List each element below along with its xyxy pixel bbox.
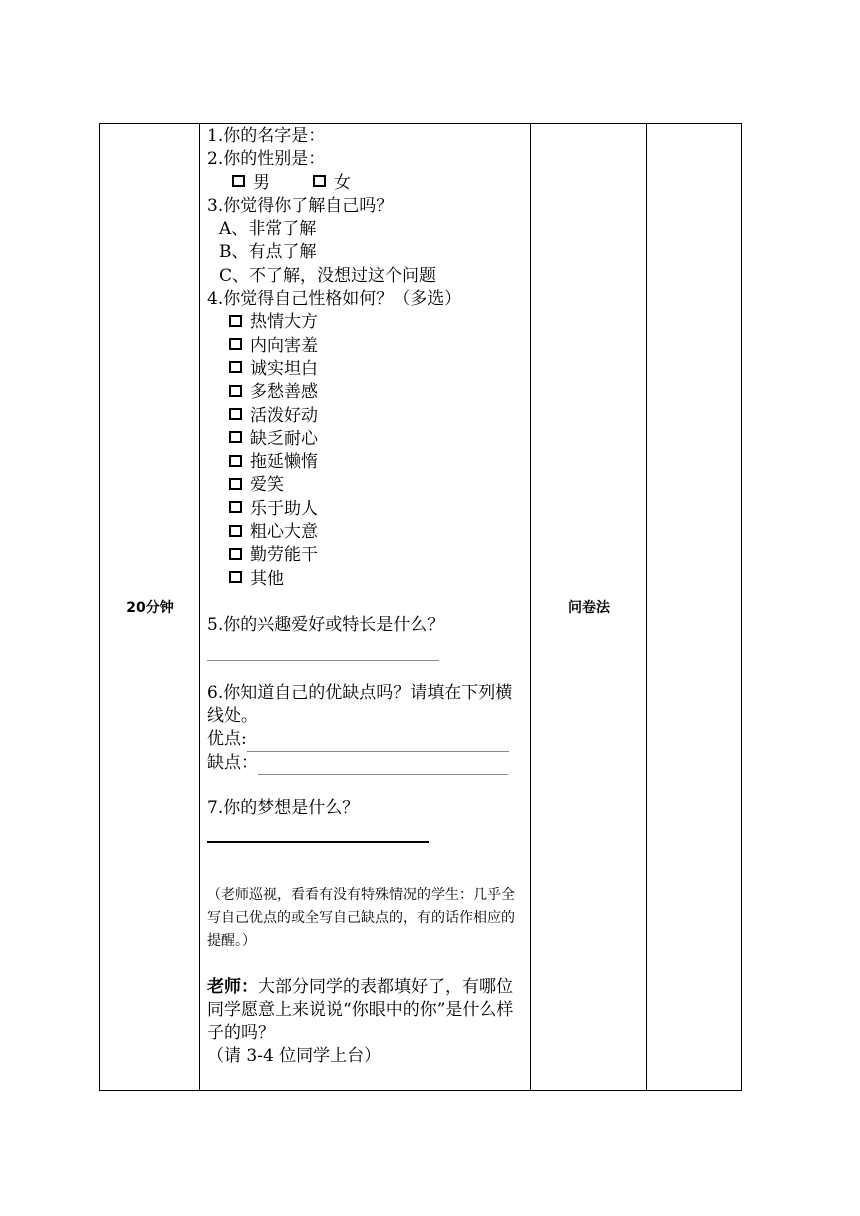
checkbox-icon[interactable]	[229, 431, 242, 443]
question-6: 6.你知道自己的优缺点吗？请填在下列横线处。	[207, 683, 513, 727]
question-2: 2.你的性别是：	[207, 149, 326, 170]
teacher-note: （老师巡视，看看有没有特殊情况的学生：几乎全写自己优点的或全写自己缺点的，有的话作相应的提醒。）	[207, 887, 515, 950]
fault-answer-line[interactable]	[258, 754, 508, 775]
checkbox-icon[interactable]	[232, 175, 245, 187]
checkbox-icon[interactable]	[229, 338, 242, 350]
q4-option: 粗心大意	[207, 521, 525, 544]
merit-row: 优点:	[207, 728, 525, 751]
checkbox-icon[interactable]	[229, 385, 242, 397]
q4-option: 热情大方	[207, 311, 525, 334]
answer-line[interactable]	[207, 640, 439, 661]
checkbox-icon[interactable]	[229, 408, 242, 420]
checkbox-icon[interactable]	[229, 525, 242, 537]
checkbox-icon[interactable]	[229, 548, 242, 560]
q3-option-b: B、有点了解	[219, 242, 317, 263]
gender-option-male: 男	[253, 172, 270, 193]
q4-option: 拖延懒惰	[207, 451, 525, 474]
gender-options	[207, 172, 525, 195]
question-3: 3.你觉得你了解自己吗？	[207, 195, 394, 216]
checkbox-icon[interactable]	[229, 361, 242, 373]
q4-option: 勤劳能干	[207, 544, 525, 567]
fault-row: 缺点：	[207, 752, 525, 775]
activity-content-cell	[207, 125, 525, 1068]
question-7: 7.你的梦想是什么？	[207, 797, 360, 818]
teacher-speech: 老师：大部分同学的表都填好了，有哪位同学愿意上来说说“你眼中的你”是什么样子的吗？	[207, 977, 514, 1044]
question-5: 5.你的兴趣爱好或特长是什么？	[207, 614, 445, 635]
checkbox-icon[interactable]	[229, 455, 242, 467]
question-4: 4.你觉得自己性格如何？（多选）	[207, 289, 462, 310]
time-cell: 20分钟	[126, 600, 174, 616]
dream-answer-line[interactable]	[207, 823, 429, 843]
q3-option-a: A、非常了解	[219, 219, 317, 240]
method-cell: 问卷法	[568, 600, 610, 616]
q4-option: 内向害羞	[207, 335, 525, 358]
q3-option-c: C、不了解，没想过这个问题	[219, 265, 437, 286]
q4-option: 乐于助人	[207, 498, 525, 521]
gender-option-female: 女	[333, 172, 351, 193]
checkbox-icon[interactable]	[313, 175, 326, 187]
checkbox-icon[interactable]	[229, 571, 242, 583]
q4-option: 活泼好动	[207, 405, 525, 428]
teacher-instruction: （请 3-4 位同学上台）	[207, 1046, 382, 1067]
question-1: 1.你的名字是：	[207, 126, 326, 146]
checkbox-icon[interactable]	[229, 315, 242, 327]
q4-option: 缺乏耐心	[207, 428, 525, 451]
teacher-label: 老师：	[207, 977, 258, 998]
q4-option: 诚实坦白	[207, 358, 525, 381]
q4-option: 多愁善感	[207, 381, 525, 404]
q4-option: 爱笑	[207, 474, 525, 497]
merit-answer-line[interactable]	[247, 731, 509, 752]
q4-option: 其他	[207, 568, 525, 591]
lesson-plan-table	[99, 123, 742, 1091]
checkbox-icon[interactable]	[229, 501, 242, 513]
checkbox-icon[interactable]	[229, 478, 242, 490]
